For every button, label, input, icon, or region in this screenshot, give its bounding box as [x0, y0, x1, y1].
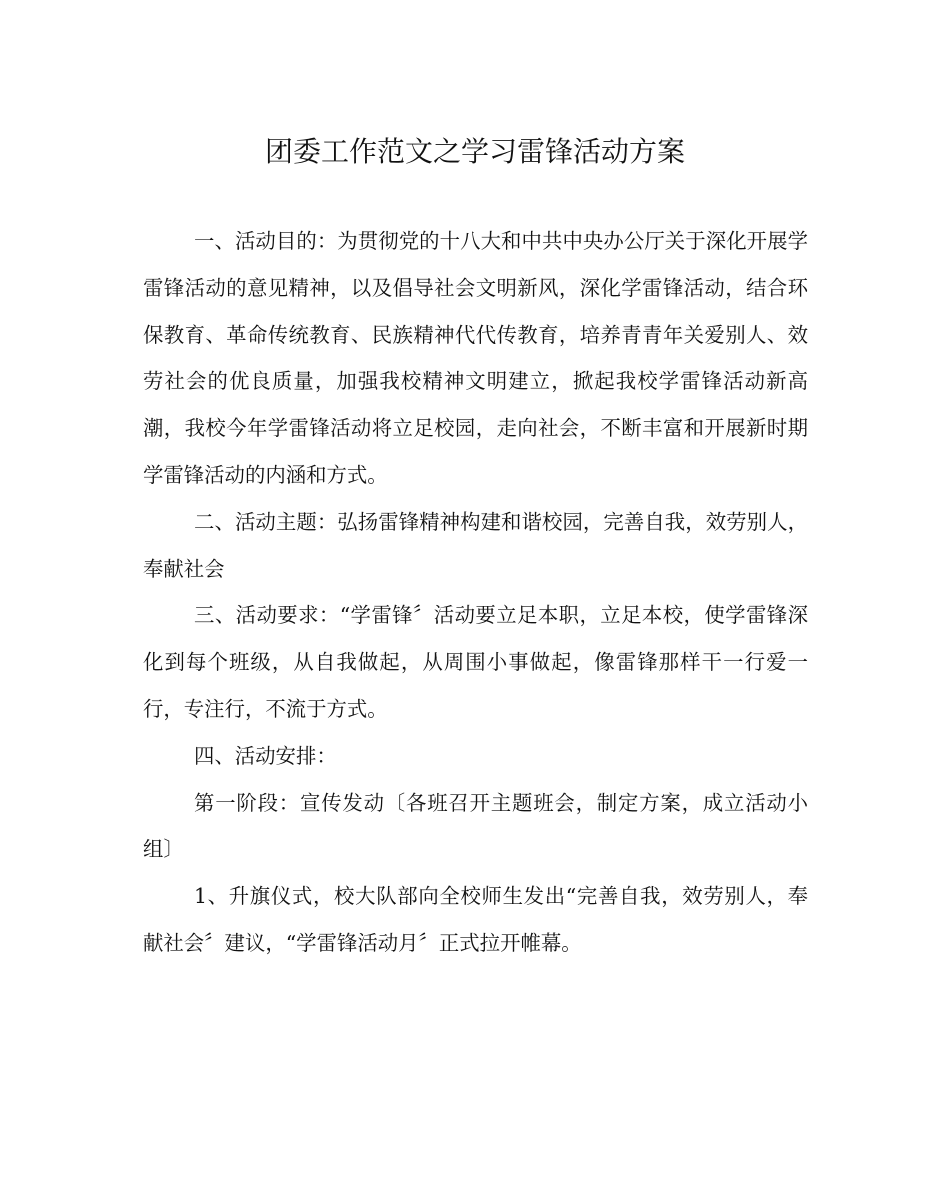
- document-title: 团委工作范文之学习雷锋活动方案: [264, 135, 685, 168]
- paragraph-activity-requirements: 三、活动要求：“学雷锋〞活动要立足本职，立足本校，使学雷锋深化到每个班级，从自我做起，从周围小事做起，像雷锋那样干一行爱一行，专注行，不流于方式。: [143, 603, 808, 721]
- paragraph-flag-ceremony: 1、升旗仪式，校大队部向全校师生发出“完善自我，效劳别人，奉献社会〞建议，“学雷锋活动月〞正式拉开帷幕。: [143, 884, 808, 955]
- paragraph-activity-purpose: 一、活动目的：为贯彻党的十八大和中共中央办公厅关于深化开展学雷锋活动的意见精神，以及倡导社会文明新风，深化学雷锋活动，结合环保教育、革命传统教育、民族精神代代传教育，培养青青年关爱别人、效劳社会的优良质量，加强我校精神文明建立，掀起我校学雷锋活动新高潮，我校今年学雷锋活动将立足校园，走向社会，不断丰富和开展新时期学雷锋活动的内涵和方式。: [143, 229, 808, 487]
- paragraph-activity-theme: 二、活动主题：弘扬雷锋精神构建和谐校园，完善自我，效劳别人，奉献社会: [143, 509, 808, 581]
- paragraph-activity-arrangement: 四、活动安排：: [194, 743, 337, 768]
- paragraph-stage-one: 第一阶段：宣传发动〔各班召开主题班会，制定方案，成立活动小组〕: [143, 790, 808, 862]
- document-body: [143, 218, 808, 967]
